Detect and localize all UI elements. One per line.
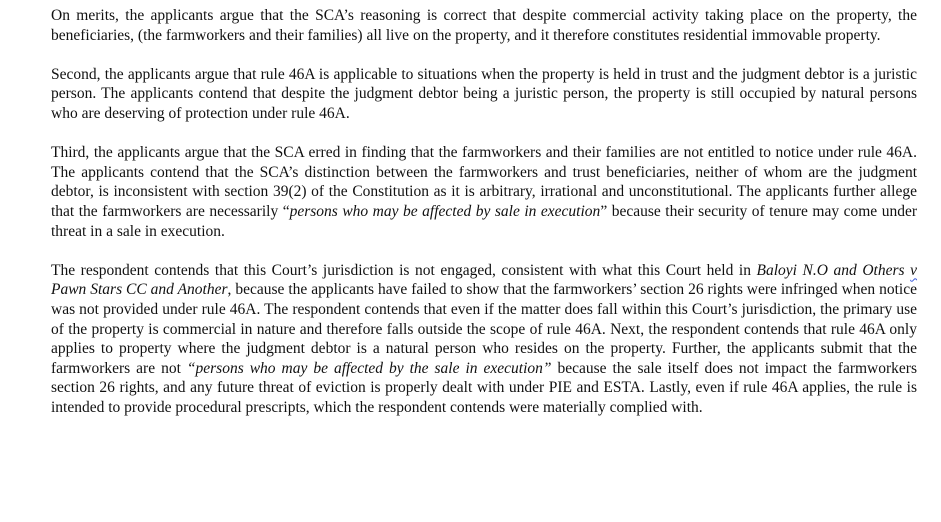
paragraph-second	[51, 65, 917, 124]
italic-quote: persons who may be affected by sale in execution	[289, 202, 601, 220]
text-segment: Second, the applicants argue that rule 46A is applicable to situations when the property is held in trust and the judgment debtor is a juristic person. The applicants contend that despite the judgment debtor being a juristic person, the property is still occupied by natural persons who are deserving of protection under rule 46A.	[51, 65, 917, 122]
text-segment: The respondent contends that this Court’s jurisdiction is not engaged, consistent with what this Court held in	[51, 261, 757, 279]
text-segment: , because the applicants have failed to show that the farmworkers’ section 26 rights were infringed when notice was not provided under rule 46A. The respondent contends that even if the matter does fall within this Court’s jurisdiction, the primary use of the property is commercial in nature and therefore falls outside the scope of rule 46A. Next, the respondent contends that rule 46A only applies to property where the judgment debtor is a natural person who resides on the property. Further, the applicants submit that the farmworkers are not	[51, 281, 917, 377]
text-segment: On merits, the applicants argue that the SCA’s reasoning is correct that despite commercial activity taking place on the property, the beneficiaries, (the farmworkers and their families) all live on the property, and it therefore constitutes residential immovable property.	[51, 7, 917, 44]
spellcheck-marked-word: v	[910, 261, 918, 279]
text-segment: Third, the applicants argue that the SCA erred in finding that the farmworkers and their families are not entitled to notice under rule 46A. The applicants contend that the SCA’s distinction between the farmworkers and trust beneficiaries, neither of whom are the judgment debtor, is inconsistent with section 39(2) of the Constitution as it is arbitrary, irrational and unconstitutional. The applicants further allege that the farmworkers are necessarily “	[51, 144, 917, 220]
paragraph-respondent	[51, 261, 917, 418]
paragraph-third	[51, 143, 917, 241]
case-name: Pawn Stars CC and Another	[51, 281, 228, 299]
text-segment: because the sale itself does not impact the farmworkers section 26 rights, and any future threat of eviction is properly dealt with under PIE and ESTA. Lastly, even if rule 46A applies, the rule is intended to provide procedural prescripts, which the respondent contends were materially complied with.	[51, 359, 917, 416]
text-segment: ” because their security of tenure may come under threat in a sale in execution.	[51, 202, 917, 240]
paragraph-merits	[51, 6, 917, 45]
document-body	[51, 6, 917, 417]
case-name: Baloyi N.O and Others	[756, 261, 911, 279]
italic-quote: “persons who may be affected by the sale in execution”	[186, 359, 552, 377]
